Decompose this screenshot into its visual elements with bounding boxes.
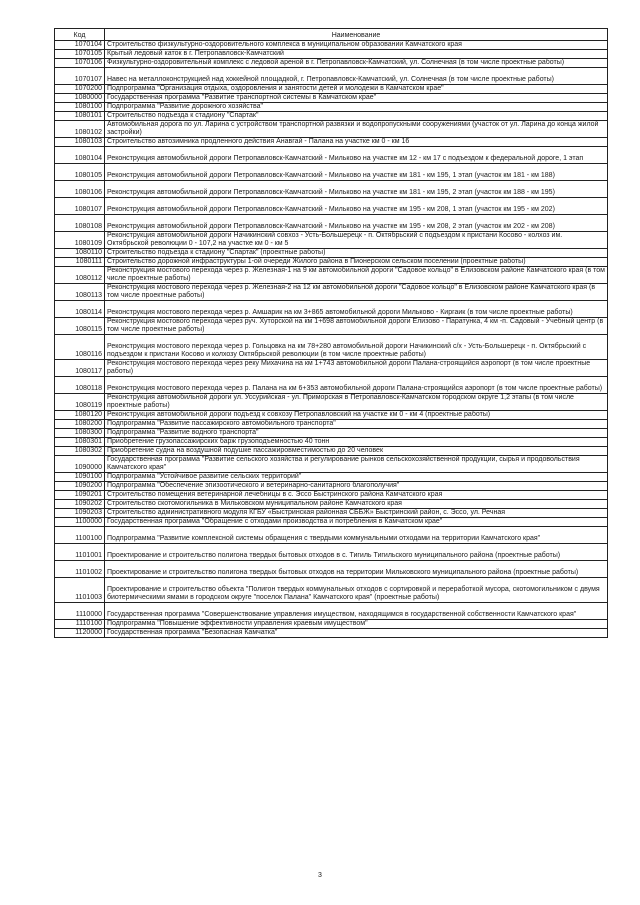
row-name: Государственная программа "Развитие сельского хозяйства и регулирование рынков сельскохозяйственной продукции, сырья и продовольствия Камчатского края"	[105, 456, 608, 473]
table-row	[55, 561, 608, 578]
row-code: 1080107	[55, 198, 105, 215]
row-code: 1080111	[55, 258, 105, 267]
table-row	[55, 394, 608, 411]
row-code: 1080301	[55, 438, 105, 447]
table-row	[55, 578, 608, 603]
row-code: 1080112	[55, 267, 105, 284]
row-code: 1080110	[55, 249, 105, 258]
row-code: 1120000	[55, 629, 105, 638]
table-row	[55, 629, 608, 638]
table-row	[55, 85, 608, 94]
row-code: 1080104	[55, 147, 105, 164]
row-code: 1070105	[55, 50, 105, 59]
code-table	[54, 28, 608, 638]
row-name: Реконструкция автомобильной дороги подъезд к совхозу Петропавловский на участке км 0 - км 4 (проектные работы)	[105, 411, 608, 420]
table-row	[55, 121, 608, 138]
row-name: Проектирование и строительство полигона твердых бытовых отходов на территории Мильковского муниципального района (проектные работы)	[105, 561, 608, 578]
row-name: Приобретение судна на воздушной подушке пассажировместимостью до 20 человек	[105, 447, 608, 456]
row-name: Приобретение грузопассажирских барж грузоподъемностью 40 тонн	[105, 438, 608, 447]
row-code: 1090201	[55, 491, 105, 500]
row-name: Подпрограмма "Обеспечение эпизоотического и ветеринарно-санитарного благополучия"	[105, 482, 608, 491]
table-row	[55, 473, 608, 482]
table-row	[55, 429, 608, 438]
table-row	[55, 447, 608, 456]
table-row	[55, 68, 608, 85]
table-row	[55, 50, 608, 59]
table-row	[55, 360, 608, 377]
table-row	[55, 198, 608, 215]
row-name: Физкультурно-оздоровительный комплекс с ледовой ареной в г. Петропавловск-Камчатский, ул. Солнечная (в том числе проектные работы)	[105, 59, 608, 68]
row-name: Строительство помещения ветеринарной лечебницы в с. Эссо Быстринского района Камчатского края	[105, 491, 608, 500]
row-code: 1080105	[55, 164, 105, 181]
table-row	[55, 411, 608, 420]
row-name: Реконструкция мостового перехода через р. Гольцовка на км 78+280 автомобильной дороги Начикинский с/х - Усть-Большерецк - п. Октябрьский с подъездом к пристани Косово и колхозу Октябрьской революции (в том числе проектные работы)	[105, 335, 608, 360]
table-row	[55, 41, 608, 50]
row-name: Строительство административного модуля КГБУ «Быстринская районная СББЖ» Быстринский район, с. Эссо, ул. Речная	[105, 509, 608, 518]
row-name: Реконструкция мостового перехода через руч. Хуторской на км 1+698 автомобильной дороги Елизово - Паратунка, 4 км -п. Садовый - Учебный центр (в том числе проектные работы)	[105, 318, 608, 335]
table-row	[55, 518, 608, 527]
table-row	[55, 258, 608, 267]
row-code: 1080200	[55, 420, 105, 429]
row-code: 1080103	[55, 138, 105, 147]
row-name: Подпрограмма "Развитие комплексной системы обращения с твердыми коммунальными отходами на территории Камчатского края"	[105, 527, 608, 544]
table-row	[55, 181, 608, 198]
row-code: 1070200	[55, 85, 105, 94]
row-name: Крытый ледовый каток в г. Петропавловск-Камчатский	[105, 50, 608, 59]
row-code: 1080117	[55, 360, 105, 377]
row-name: Строительство дорожной инфраструктуры 1-ой очереди Жилого района в Пионерском сельском поселении (проектные работы)	[105, 258, 608, 267]
table-row	[55, 438, 608, 447]
row-code: 1090100	[55, 473, 105, 482]
table-row	[55, 112, 608, 121]
row-code: 1080100	[55, 103, 105, 112]
row-code: 1080113	[55, 284, 105, 301]
row-name: Подпрограмма "Развитие дорожного хозяйства"	[105, 103, 608, 112]
row-code: 1080116	[55, 335, 105, 360]
row-name: Реконструкция автомобильной дороги Петропавловск-Камчатский - Мильково на участке км 12 - км 17 с подъездом к федеральной дороге, 1 этап	[105, 147, 608, 164]
table-row	[55, 301, 608, 318]
row-name: Проектирование и строительство полигона твердых бытовых отходов в с. Тигиль Тигильского муниципального района (проектные работы)	[105, 544, 608, 561]
row-name: Строительство подъезда к стадиону "Спартак"	[105, 112, 608, 121]
row-code: 1070104	[55, 41, 105, 50]
table-row	[55, 267, 608, 284]
table-row	[55, 500, 608, 509]
row-code: 1080115	[55, 318, 105, 335]
row-code: 1101003	[55, 578, 105, 603]
row-name: Реконструкция автомобильной дороги Петропавловск-Камчатский - Мильково на участке км 195 - км 208, 1 этап (участок км 195 - км 202)	[105, 198, 608, 215]
row-code: 1110100	[55, 620, 105, 629]
row-name: Реконструкция мостового перехода через р. Амшарик на км 3+865 автомобильной дороги Мильково - Киргаик (в том числе проектные работы)	[105, 301, 608, 318]
row-code: 1080101	[55, 112, 105, 121]
table-row	[55, 377, 608, 394]
table-row	[55, 103, 608, 112]
row-name: Проектирование и строительство объекта "Полигон твердых коммунальных отходов с сортировкой и переработкой мусора, скотомогильником с двумя биотермическими ямами в городском округе "поселок Палана" Камчатского края" (проектные работы)	[105, 578, 608, 603]
table-row	[55, 318, 608, 335]
row-name: Реконструкция мостового перехода через реку Михачина на км 1+743 автомобильной дороги Палана-строящийся аэропорт (в том числе проектные работы)	[105, 360, 608, 377]
row-code: 1080120	[55, 411, 105, 420]
table-row	[55, 147, 608, 164]
row-code: 1070106	[55, 59, 105, 68]
row-name: Подпрограмма "Устойчивое развитие сельских территорий"	[105, 473, 608, 482]
row-name: Реконструкция автомобильной дороги Петропавловск-Камчатский - Мильково на участке км 181 - км 195, 2 этап (участок км 188 - км 195)	[105, 181, 608, 198]
row-code: 1080000	[55, 94, 105, 103]
row-code: 1101001	[55, 544, 105, 561]
table-header-row	[55, 29, 608, 41]
row-name: Реконструкция мостового перехода через р. Железная-1 на 9 км автомобильной дороги "Садовое кольцо" в Елизовском районе Камчатского края (в том числе проектные работы)	[105, 267, 608, 284]
row-name: Реконструкция мостового перехода через р. Железная-2 на 12 км автомобильной дороги "Садовое кольцо" в Елизовском районе Камчатского края (в том числе проектные работы)	[105, 284, 608, 301]
row-name: Государственная программа "Совершенствование управления имуществом, находящимся в государственной собственности Камчатского края"	[105, 603, 608, 620]
page-number: 3	[318, 872, 322, 879]
header-name: Наименование	[105, 29, 608, 41]
row-code: 1080108	[55, 215, 105, 232]
table-row	[55, 94, 608, 103]
table-row	[55, 284, 608, 301]
row-code: 1090202	[55, 500, 105, 509]
row-name: Реконструкция мостового перехода через р. Палана на км 6+353 автомобильной дороги Палана-строящийся аэропорт (в том числе проектные работы)	[105, 377, 608, 394]
row-code: 1080118	[55, 377, 105, 394]
row-code: 1090203	[55, 509, 105, 518]
row-name: Подпрограмма "Развитие пассажирского автомобильного транспорта"	[105, 420, 608, 429]
table-row	[55, 544, 608, 561]
table-row	[55, 59, 608, 68]
table-row	[55, 138, 608, 147]
row-name: Реконструкция автомобильной дороги Петропавловск-Камчатский - Мильково на участке км 195 - км 208, 2 этап (участок км 202 - км 208)	[105, 215, 608, 232]
row-code: 1090000	[55, 456, 105, 473]
row-code: 1090200	[55, 482, 105, 491]
header-code: Код	[55, 29, 105, 41]
row-code: 1070107	[55, 68, 105, 85]
row-name: Реконструкция автомобильной дороги ул. Уссурийская - ул. Приморская в Петропавловск-Камчатском городском округе 1,2 этапы (в том числе проектные работы)	[105, 394, 608, 411]
row-name: Государственная программа "Развитие транспортной системы в Камчатском крае"	[105, 94, 608, 103]
row-code: 1080106	[55, 181, 105, 198]
table-row	[55, 420, 608, 429]
row-name: Подпрограмма "Развитие водного транспорта"	[105, 429, 608, 438]
table-row	[55, 215, 608, 232]
row-name: Строительство подъезда к стадиону "Спартак" (проектные работы)	[105, 249, 608, 258]
table-row	[55, 527, 608, 544]
row-name: Государственная программа "Обращение с отходами производства и потребления в Камчатском крае"	[105, 518, 608, 527]
row-code: 1101002	[55, 561, 105, 578]
table-row	[55, 509, 608, 518]
row-code: 1080102	[55, 121, 105, 138]
row-name: Государственная программа "Безопасная Камчатка"	[105, 629, 608, 638]
row-code: 1080300	[55, 429, 105, 438]
row-name: Навес на металлоконструкцией над хоккейной площадкой, г. Петропавловск-Камчатский, ул. Солнечная (в том числе проектные работы)	[105, 68, 608, 85]
table-row	[55, 603, 608, 620]
row-name: Подпрограмма "Организация отдыха, оздоровления и занятости детей и молодежи в Камчатском крае"	[105, 85, 608, 94]
row-name: Реконструкция автомобильной дороги Начикинский совхоз - Усть-Большерецк - п. Октябрьский с подъездом к пристани Косово - колхоз им. Октябрьской революции 0 - 107,2 на участке км 0 - км 5	[105, 232, 608, 249]
table-row	[55, 335, 608, 360]
row-code: 1080109	[55, 232, 105, 249]
table-row	[55, 456, 608, 473]
row-name: Автомобильная дорога по ул. Ларина с устройством транспортной развязки и водопропускными сооружениями (участок от ул. Ларина до конца жилой застройки)	[105, 121, 608, 138]
table-row	[55, 491, 608, 500]
row-code: 1080114	[55, 301, 105, 318]
row-code: 1080119	[55, 394, 105, 411]
table-row	[55, 620, 608, 629]
row-name: Строительство скотомогильника в Мильковском муниципальном районе Камчатского края	[105, 500, 608, 509]
row-name: Подпрограмма "Повышение эффективности управления краевым имуществом"	[105, 620, 608, 629]
row-name: Реконструкция автомобильной дороги Петропавловск-Камчатский - Мильково на участке км 181 - км 195, 1 этап (участок км 181 - км 188)	[105, 164, 608, 181]
row-code: 1080302	[55, 447, 105, 456]
row-name: Строительство физкультурно-оздоровительного комплекса в муниципальном образовании Камчатского края	[105, 41, 608, 50]
table-body	[55, 41, 608, 638]
row-code: 1100100	[55, 527, 105, 544]
row-code: 1110000	[55, 603, 105, 620]
table-row	[55, 482, 608, 491]
table-row	[55, 164, 608, 181]
row-code: 1100000	[55, 518, 105, 527]
row-name: Строительство автозимника продленного действия Анавгай - Палана на участке км 0 - км 16	[105, 138, 608, 147]
table-row	[55, 249, 608, 258]
table-row	[55, 232, 608, 249]
